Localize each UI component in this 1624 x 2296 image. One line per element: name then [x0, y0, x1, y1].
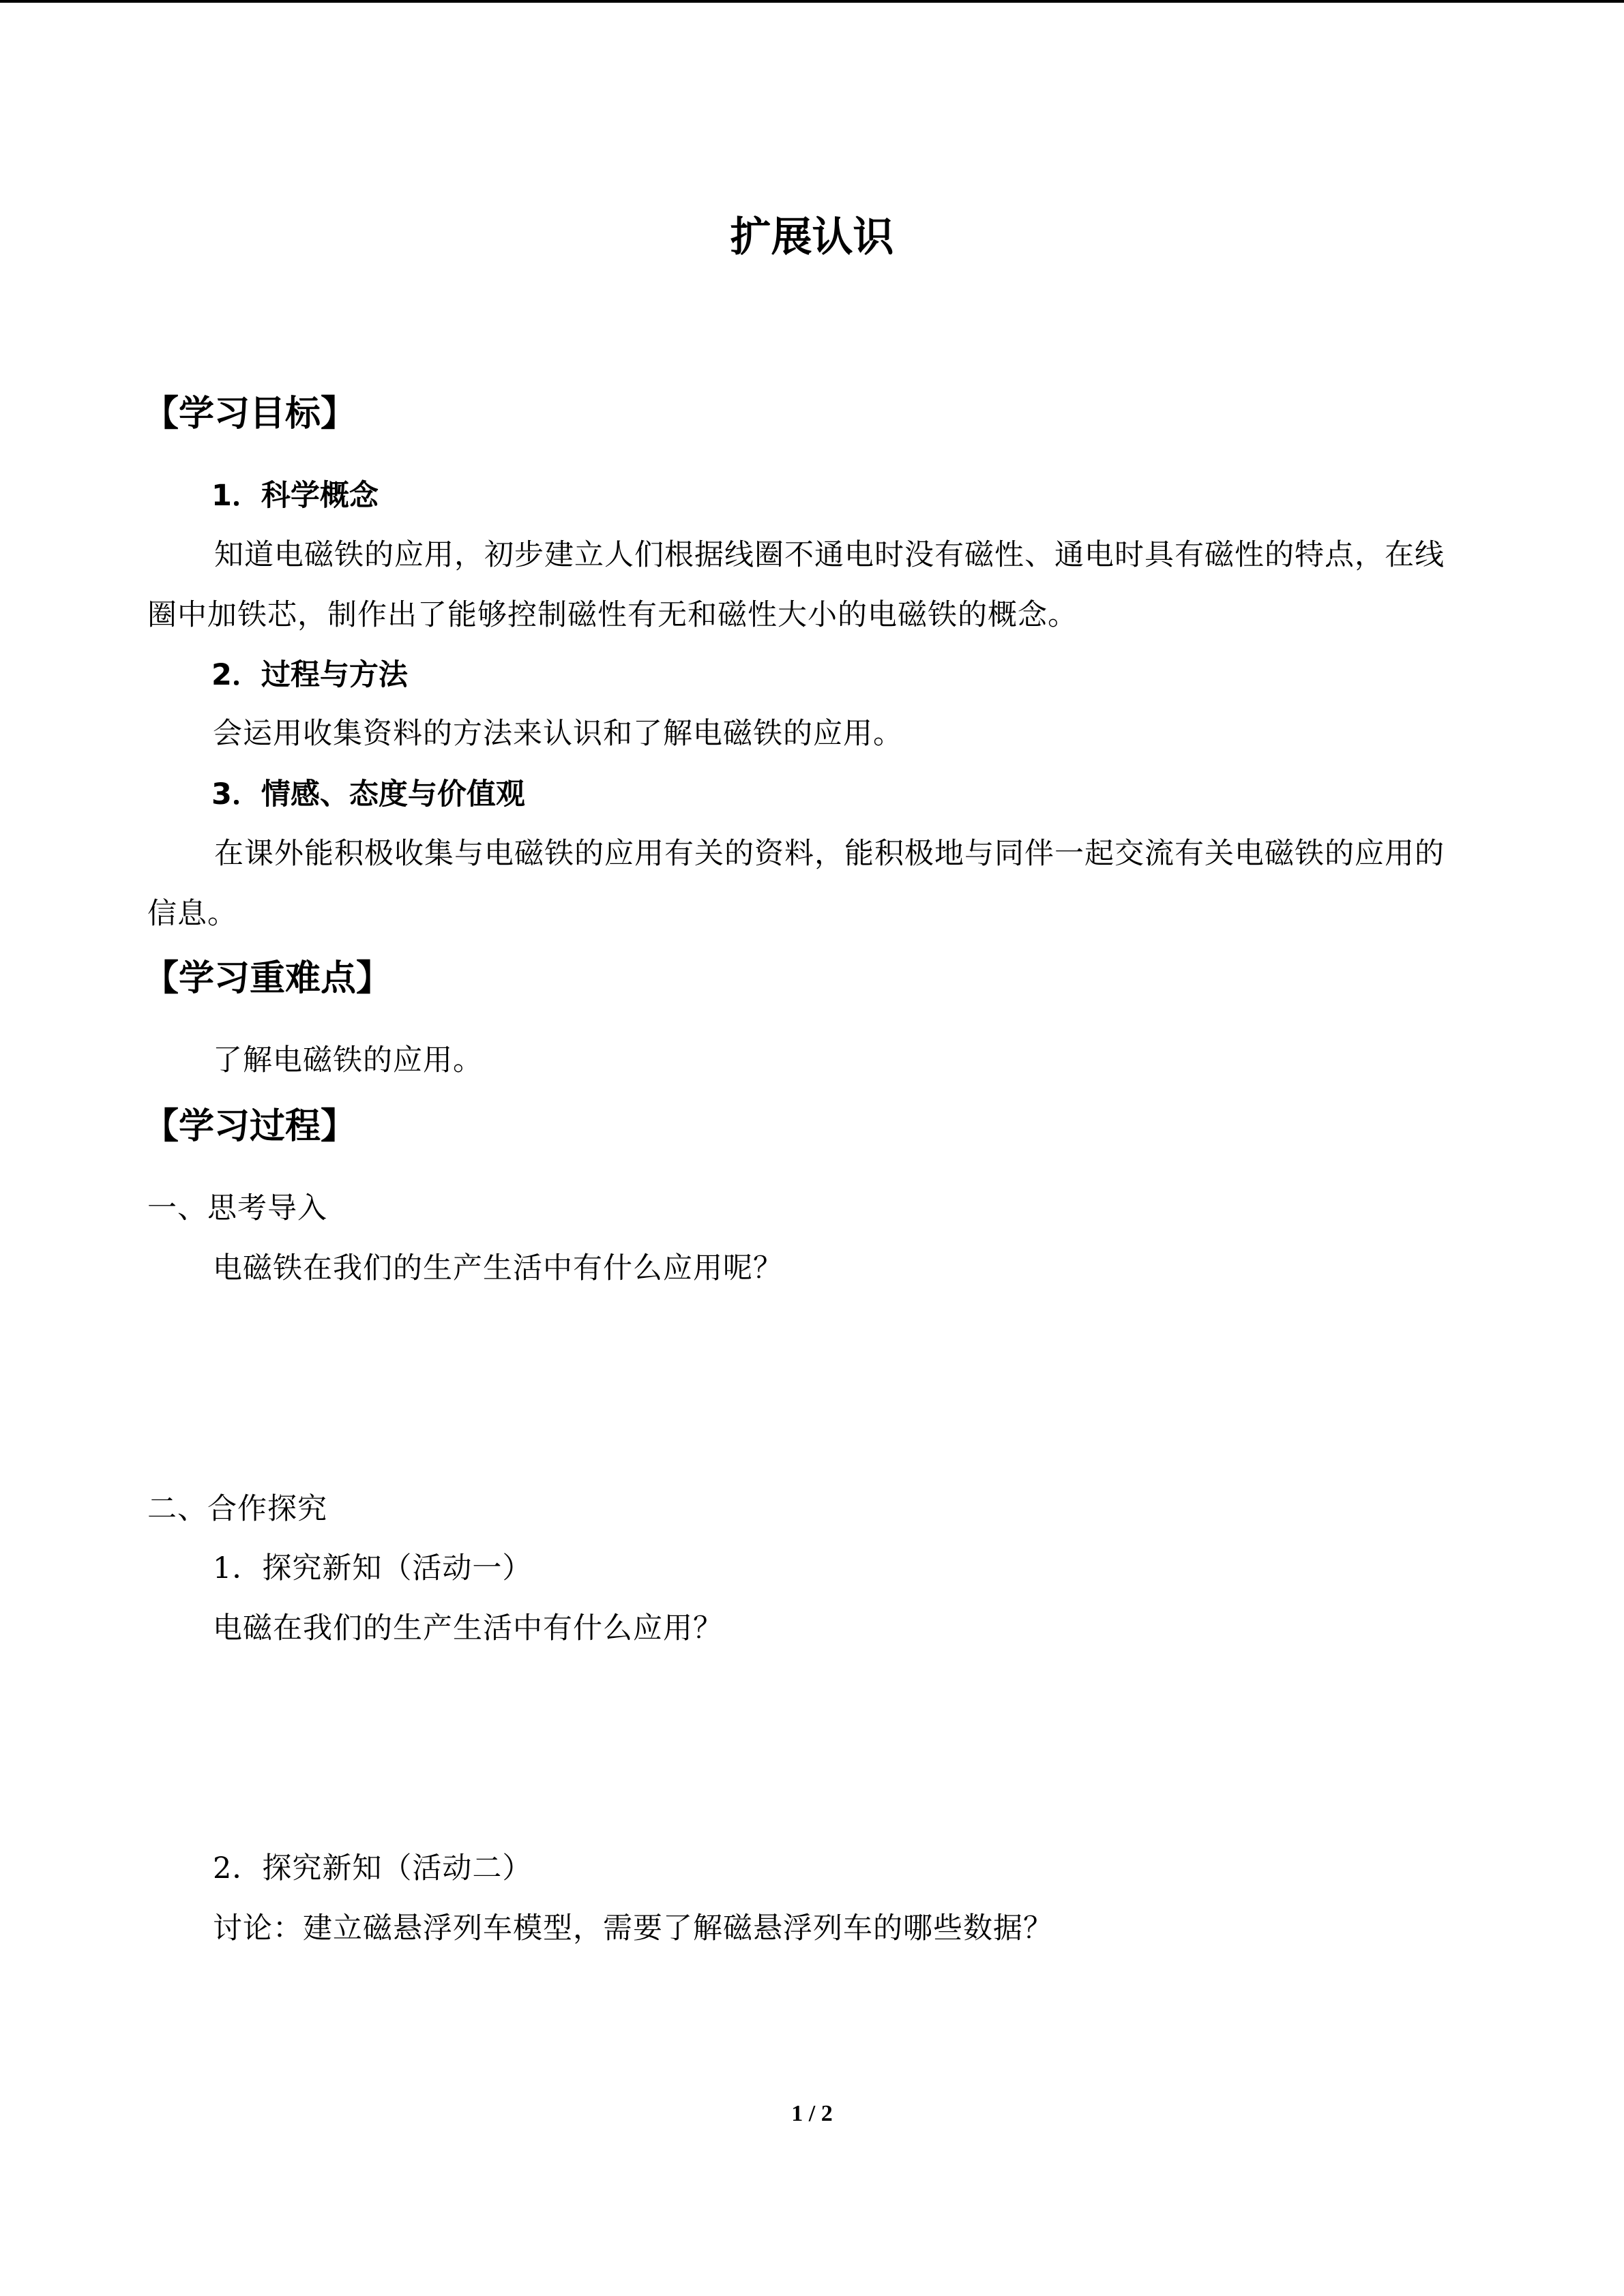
document-title: 扩展认识 — [730, 213, 894, 261]
activity-2-title: 2．探究新知（活动二） — [213, 1851, 533, 1885]
key-points-text: 了解电磁铁的应用。 — [213, 1043, 483, 1077]
part-1-question: 电磁铁在我们的生产生活中有什么应用呢？ — [213, 1251, 783, 1285]
goal-1-label: 1．科学概念 — [211, 479, 379, 513]
part-2-title: 二、合作探究 — [147, 1492, 327, 1526]
goal-3-label: 3．情感、态度与价值观 — [211, 777, 525, 811]
goal-1-text: 知道电磁铁的应用，初步建立人们根据线圈不通电时没有磁性、通电时具有磁性的特点，在线圈中加铁芯，制作出了能够控制磁性有无和磁性大小的电磁铁的概念。 — [147, 538, 1445, 632]
goal-3-text: 在课外能积极收集与电磁铁的应用有关的资料，能积极地与同伴一起交流有关电磁铁的应用的信息。 — [147, 837, 1445, 931]
goal-2-text: 会运用收集资料的方法来认识和了解电磁铁的应用。 — [213, 717, 903, 751]
goals-heading: 【学习目标】 — [143, 393, 357, 434]
key-points-heading: 【学习重难点】 — [143, 958, 392, 999]
top-border-rule — [0, 0, 1624, 3]
activity-2-question: 讨论：建立磁悬浮列车模型，需要了解磁悬浮列车的哪些数据？ — [213, 1911, 1053, 1945]
activity-1-question: 电磁在我们的生产生活中有什么应用？ — [213, 1611, 723, 1645]
part-1-title: 一、思考导入 — [147, 1191, 327, 1225]
process-heading: 【学习过程】 — [143, 1106, 357, 1147]
page-number: 1 / 2 — [791, 2101, 833, 2126]
activity-1-title: 1．探究新知（活动一） — [213, 1551, 533, 1585]
goal-2-label: 2．过程与方法 — [211, 658, 408, 692]
